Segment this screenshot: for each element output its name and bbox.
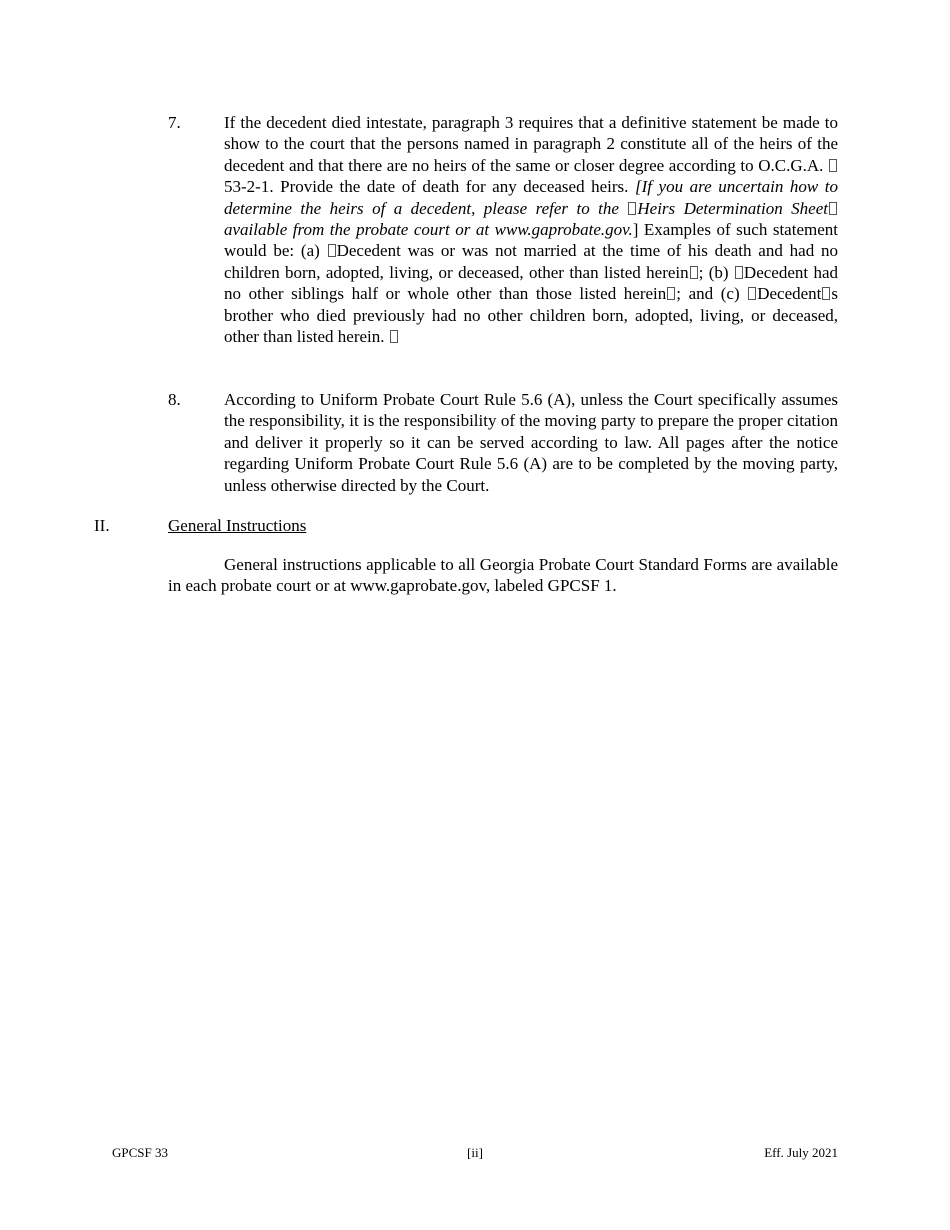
item-number: 7. — [168, 113, 181, 132]
footer-effective-date: Eff. July 2021 — [764, 1145, 838, 1160]
item-8-text: According to Uniform Probate Court Rule 5.6 (A), unless the Court specifically assumes the responsibility, it is the responsibility of the moving party to prepare the proper citation and deliver it properly so it can be served according to law. All pages after the notice regarding Uniform Probate Court Rule 5.6 (A) are to be completed by the moving party, unless otherwise directed by the Court. — [224, 390, 838, 495]
section-title: General Instructions — [168, 516, 307, 535]
apostrophe-glyph — [822, 287, 830, 300]
section-number: II. — [94, 516, 110, 535]
footer-page-number: [ii] — [467, 1145, 483, 1160]
instruction-item-7 — [168, 112, 838, 347]
instruction-item-8 — [168, 389, 838, 496]
section-symbol-glyph — [829, 159, 837, 172]
footer-form-id: GPCSF 33 — [112, 1145, 168, 1160]
general-instructions-paragraph: General instructions applicable to all Georgia Probate Court Standard Forms are available in each probate court or at www.gaprobate.gov, labeled GPCSF 1. — [168, 555, 838, 596]
quote-glyph — [735, 266, 743, 279]
quote-glyph — [748, 287, 756, 300]
quote-glyph — [667, 287, 675, 300]
item-number: 8. — [168, 390, 181, 409]
quote-glyph — [628, 202, 636, 215]
quote-glyph — [829, 202, 837, 215]
quote-glyph — [328, 244, 336, 257]
item-7-text: If the decedent died intestate, paragraph 3 requires that a definitive statement be made to show to the court that the persons named in paragraph 2 constitute all of the heirs of the decedent and that there are no heirs of the same or closer degree according to O.C.G.A. 53-2-1. Provide the date of death for any deceased heirs. [If you are uncertain how to determine the heirs of a decedent, please refer to the Heirs Determination Sheet available from the probate court or at www.gaprobate.gov.] Examples of such statement would be: (a) Decedent was or was not married at the time of his death and had no children born, adopted, living, or deceased, other than listed herein ; (b) Decedent had no other siblings half or whole other than those listed herein ; and (c) Decedent s brother who died previously had no other children born, adopted, living, or deceased, other than listed herein. — [224, 113, 839, 347]
quote-glyph — [690, 266, 698, 279]
quote-glyph — [390, 330, 398, 343]
